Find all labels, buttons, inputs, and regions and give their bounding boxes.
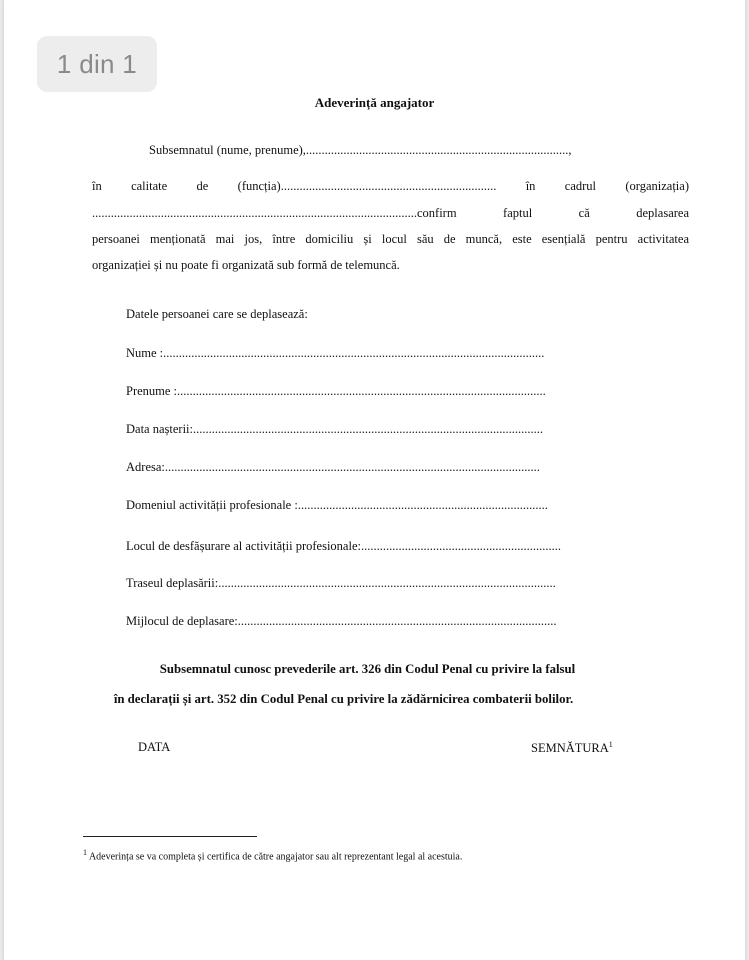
field-dots: ............................................................................................................	[218, 576, 556, 590]
field-label: Mijlocul de deplasare:	[126, 614, 238, 628]
field-adresa	[126, 460, 540, 475]
field-dots: ................................................................................	[297, 498, 548, 512]
document-title: Adeverință angajator	[314, 95, 435, 110]
field-label: Data nașterii:	[126, 422, 193, 436]
field-locul-desfasurare	[126, 539, 561, 554]
field-domeniul-activitatii	[126, 498, 548, 513]
field-dots: ........................................................................................................................	[164, 460, 540, 474]
field-dots: ......................................................................................................	[237, 614, 557, 628]
intro-line-3: ........................................................................................................confirm faptul că deplasarea	[92, 206, 689, 220]
field-dots: ......................................................................................................................	[177, 384, 546, 398]
field-label: Domeniul activității profesionale :	[126, 498, 298, 512]
intro-line-1: Subsemnatul (nume, prenume),....................................................................................,	[149, 143, 572, 157]
signature-block	[531, 740, 613, 756]
page-indicator: 1 din 1	[37, 36, 157, 92]
field-dots: ................................................................	[360, 539, 561, 553]
footnote-divider	[83, 836, 257, 837]
declaration-line-2: în declarații și art. 352 din Codul Penal cu privire la zădărnicirea combaterii bolilor.	[113, 692, 574, 706]
intro-line-4: persoanei menționată mai jos, între domiciliu și locul său de muncă, este esențială pentru activitatea	[92, 232, 689, 246]
footnote-text: Adeverința se va completa și certifica de către angajator sau alt reprezentant legal al acestuia.	[88, 851, 463, 863]
person-section-heading: Datele persoanei care se deplasează:	[126, 307, 308, 321]
declaration-line-1: Subsemnatul cunosc prevederile art. 326 din Codul Penal cu privire la falsul	[159, 662, 576, 676]
intro-line-2: în calitate de (funcția)..................................................................... în cadrul (organizația)	[92, 179, 689, 193]
field-nume	[126, 346, 544, 361]
field-dots: ..........................................................................................................................	[163, 346, 545, 360]
field-label: Prenume :	[126, 384, 178, 398]
field-traseul-deplasarii	[126, 576, 556, 591]
date-label: DATA	[138, 740, 171, 754]
field-label: Adresa:	[126, 460, 165, 474]
footnote-number: 1	[83, 848, 87, 857]
field-data-nasterii	[126, 422, 543, 437]
field-prenume	[126, 384, 546, 399]
footnote-marker: 1	[608, 740, 613, 749]
field-mijlocul-deplasare	[126, 614, 557, 629]
field-label: Locul de desfășurare al activității profesionale:	[126, 539, 361, 553]
field-label: Traseul deplasării:	[126, 576, 219, 590]
field-label: Nume :	[126, 346, 164, 360]
field-dots: ................................................................................................................	[193, 422, 543, 436]
footnote	[83, 848, 462, 862]
signature-label: SEMNĂTURA	[531, 741, 609, 756]
intro-line-5: organizației și nu poate fi organizată sub formă de telemuncă.	[92, 258, 400, 272]
